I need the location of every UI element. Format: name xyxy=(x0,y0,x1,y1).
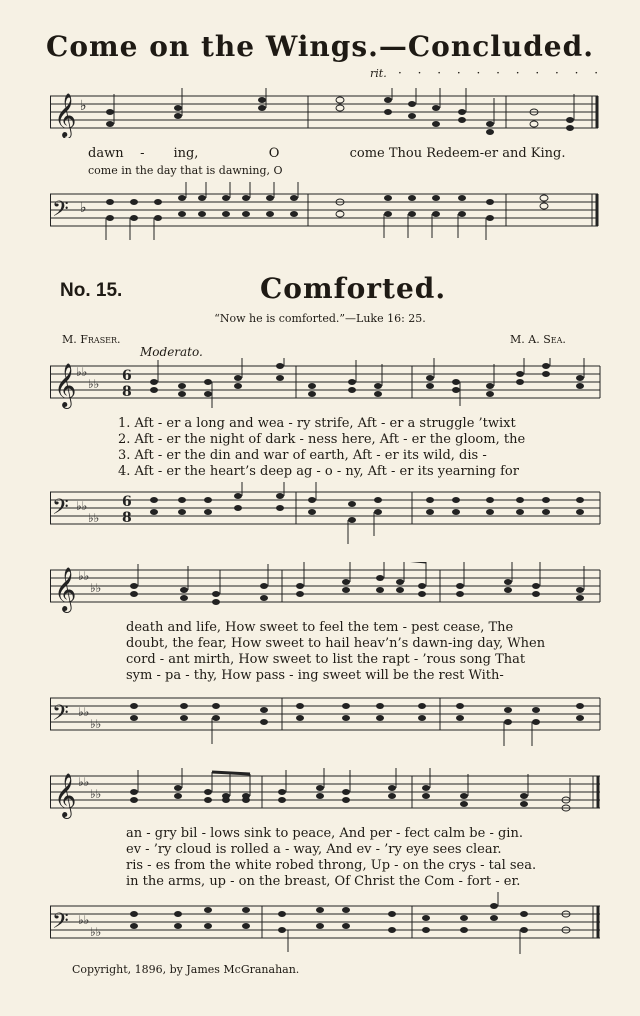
svg-text:8: 8 xyxy=(122,510,132,526)
svg-text:𝄞: 𝄞 xyxy=(54,93,77,137)
song1-treble-staff xyxy=(50,88,600,138)
svg-text:𝄢: 𝄢 xyxy=(52,701,69,731)
hymn-title: Comforted. xyxy=(260,272,447,305)
system3-verse1: an - gry bil - lows sink to peace, And per - fect calm be - gin. xyxy=(126,826,523,841)
svg-text:♭♭: ♭♭ xyxy=(88,377,100,391)
system3-verse2: ev - ’ry cloud is rolled a - way, And ev - ’ry eye sees clear. xyxy=(126,842,502,857)
svg-text:𝄞: 𝄞 xyxy=(54,567,77,611)
svg-text:♭♭: ♭♭ xyxy=(78,705,90,719)
svg-text:♭♭: ♭♭ xyxy=(78,569,90,583)
system1-treble-staff xyxy=(50,358,602,414)
svg-text:♭♭: ♭♭ xyxy=(78,913,90,927)
svg-text:𝄞: 𝄞 xyxy=(54,773,77,817)
system3-bass-staff xyxy=(50,892,602,958)
system1-verse4: 4. Aft - er the heart’s deep ag - o - ny, Aft - er its yearning for xyxy=(118,464,519,479)
svg-text:𝄞: 𝄞 xyxy=(54,363,77,407)
svg-text:♭: ♭ xyxy=(80,200,87,216)
hymn-number: No. 15. xyxy=(60,280,123,301)
epigraph: “Now he is comforted.”—Luke 16: 25. xyxy=(214,312,426,325)
lyric-syllable: - xyxy=(140,146,145,161)
song1-lyric-line1 xyxy=(88,146,565,161)
system1-bass-staff xyxy=(50,482,602,546)
system1-verse3: 3. Aft - er the din and war of earth, Aft - er its wild, dis - xyxy=(118,448,487,463)
svg-text:♭♭: ♭♭ xyxy=(90,581,102,595)
time-sig-bottom: 8 xyxy=(122,384,132,400)
lyricist-credit: M. Fraser. xyxy=(62,333,121,346)
svg-text:♭♭: ♭♭ xyxy=(90,925,102,939)
song1-bass-staff xyxy=(50,182,600,242)
system1-verse2: 2. Aft - er the night of dark - ness here, Aft - er the gloom, the xyxy=(118,432,526,447)
system3-verse4: in the arms, up - on the breast, Of Christ the Com - fort - er. xyxy=(126,874,521,889)
composer-credit: M. A. Sea. xyxy=(510,333,566,346)
svg-text:𝄢: 𝄢 xyxy=(52,909,69,939)
lyric-syllable: O xyxy=(268,146,280,161)
system2-verse1: death and life, How sweet to feel the tem - pest cease, The xyxy=(126,620,514,635)
ritardando-dots: · · · · · · · · · · · xyxy=(398,66,605,80)
system3-treble-staff xyxy=(50,768,602,824)
system2-verse4: sym - pa - thy, How pass - ing sweet will be the rest With- xyxy=(126,668,504,683)
svg-text:♭: ♭ xyxy=(80,98,87,114)
system2-verse2: doubt, the fear, How sweet to hail heav’n’s dawn-ing day, When xyxy=(126,636,546,651)
svg-text:♭♭: ♭♭ xyxy=(90,717,102,731)
time-sig-top: 6 xyxy=(122,368,132,384)
svg-text:6: 6 xyxy=(122,494,132,510)
copyright-notice: Copyright, 1896, by James McGranahan. xyxy=(72,963,300,976)
system3-verse3: ris - es from the white robed throng, Up - on the crys - tal sea. xyxy=(126,858,537,873)
svg-text:♭♭: ♭♭ xyxy=(90,787,102,801)
svg-text:𝄢: 𝄢 xyxy=(52,197,69,227)
tempo-marking: Moderato. xyxy=(140,345,203,359)
lyric-syllable: dawn xyxy=(88,146,124,161)
svg-text:♭♭: ♭♭ xyxy=(88,511,100,525)
page-title: Come on the Wings.—Concluded. xyxy=(46,30,594,63)
ritardando-mark: rit. xyxy=(370,67,387,80)
lyric-syllable: come Thou Redeem-er and King. xyxy=(349,146,566,161)
svg-text:♭♭: ♭♭ xyxy=(76,499,88,513)
svg-text:♭♭: ♭♭ xyxy=(76,365,88,379)
system1-verse1: 1. Aft - er a long and wea - ry strife, Aft - er a struggle ’twixt xyxy=(118,416,516,431)
system2-verse3: cord - ant mirth, How sweet to list the rapt - ’rous song That xyxy=(126,652,526,667)
system2-treble-staff xyxy=(50,562,602,618)
svg-text:♭♭: ♭♭ xyxy=(78,775,90,789)
system2-bass-staff xyxy=(50,688,602,752)
song1-lyric-line2: come in the day that is dawning, O xyxy=(88,164,283,177)
lyric-syllable: ing, xyxy=(173,146,199,161)
svg-text:𝄢: 𝄢 xyxy=(52,495,69,525)
